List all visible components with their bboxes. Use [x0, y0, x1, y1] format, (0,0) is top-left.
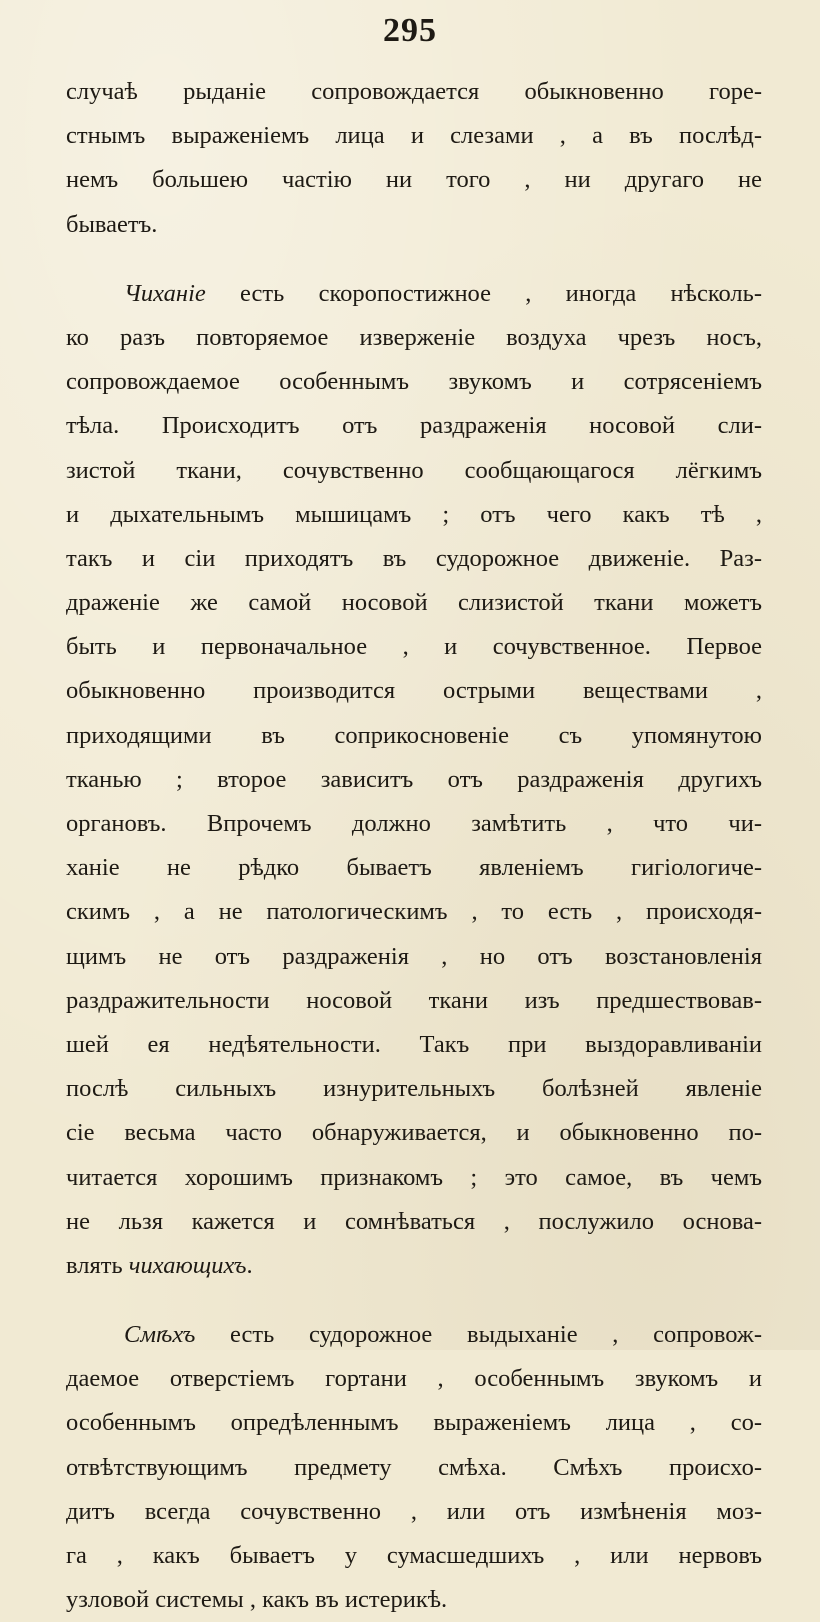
text-line: стнымъ выраженіемъ лица и слезами , а въ послѣд- — [66, 122, 762, 150]
text-line — [66, 272, 762, 316]
text-line: читается хорошимъ признакомъ ; это самое, въ чемъ — [66, 1163, 762, 1191]
text-fragment: есть судорожное выдыханіе , сопровож- — [195, 1321, 762, 1349]
paragraph-3 — [66, 1313, 762, 1622]
text-line: такъ и сіи приходятъ въ судорожное движеніе. Раз- — [66, 544, 762, 572]
text-block — [66, 70, 762, 1622]
text-fragment: влять — [66, 1251, 129, 1279]
text-fragment: . — [246, 1251, 253, 1279]
text-line: сопровождаемое особеннымъ звукомъ и сотрясеніемъ — [66, 368, 762, 396]
text-line: зистой ткани, сочувственно сообщающагося лёгкимъ — [66, 456, 762, 484]
text-line: немъ большею частію ни того , ни другаго не — [66, 166, 762, 194]
text-line: сіе весьма часто обнаруживается, и обыкновенно по- — [66, 1119, 762, 1147]
text-line: и дыхательнымъ мышицамъ ; отъ чего какъ тѣ , — [66, 500, 762, 528]
text-line: тканью ; второе зависитъ отъ раздраженія другихъ — [66, 765, 762, 793]
text-line: дитъ всегда сочувственно , или отъ измѣненія моз- — [66, 1497, 762, 1525]
text-line: узловой системы , какъ въ истерикѣ. — [66, 1586, 448, 1614]
text-line: отвѣтствующимъ предмету смѣха. Смѣхъ происхо- — [66, 1453, 762, 1481]
text-line: органовъ. Впрочемъ должно замѣтить , что чи- — [66, 810, 762, 837]
text-line: скимъ , а не патологическимъ , то есть , происходя- — [66, 898, 762, 926]
text-line: шей ея недѣятельности. Такъ при выздоравливаніи — [66, 1030, 762, 1058]
text-line — [66, 1313, 762, 1357]
term-laughter: Смѣхъ — [124, 1321, 196, 1349]
text-line: обыкновенно производится острыми веществами , — [66, 677, 762, 705]
text-line: раздражительности носовой ткани изъ предшествовав- — [66, 986, 762, 1014]
text-line: послѣ сильныхъ изнурительныхъ болѣзней явленіе — [66, 1075, 762, 1103]
text-line: ко разъ повторяемое изверженіе воздуха чрезъ носъ, — [66, 323, 762, 351]
text-line: щимъ не отъ раздраженія , но отъ возстановленія — [66, 942, 762, 970]
text-line: особеннымъ опредѣленнымъ выраженіемъ лица , со- — [66, 1409, 762, 1437]
paragraph-1 — [66, 70, 762, 247]
text-line: не льзя кажется и сомнѣваться , послужило основа- — [66, 1207, 762, 1235]
text-line: ханіе не рѣдко бываетъ явленіемъ гигіологиче- — [66, 854, 762, 882]
text-line: приходящими въ соприкосновеніе съ упомянутою — [66, 721, 762, 749]
paragraph-2 — [66, 272, 762, 1288]
text-fragment: есть скоропостижное , иногда нѣсколь- — [205, 279, 762, 307]
text-line: бываетъ. — [66, 210, 158, 238]
text-line — [66, 1244, 762, 1288]
italic-word: чихающихъ — [128, 1251, 247, 1279]
text-line: случаѣ рыданіе сопровождается обыкновенно горе- — [66, 78, 762, 105]
page-number: 295 — [383, 12, 437, 49]
text-line: даемое отверстіемъ гортани , особеннымъ звукомъ и — [66, 1365, 762, 1393]
text-line: га , какъ бываетъ у сумасшедшихъ , или нервовъ — [66, 1542, 762, 1569]
text-line: быть и первоначальное , и сочувственное. Первое — [66, 633, 762, 661]
text-line: драженіе же самой носовой слизистой ткани можетъ — [66, 589, 762, 617]
text-line: тѣла. Происходитъ отъ раздраженія носовой сли- — [66, 412, 762, 440]
term-sneezing: Чиханіе — [124, 279, 206, 307]
